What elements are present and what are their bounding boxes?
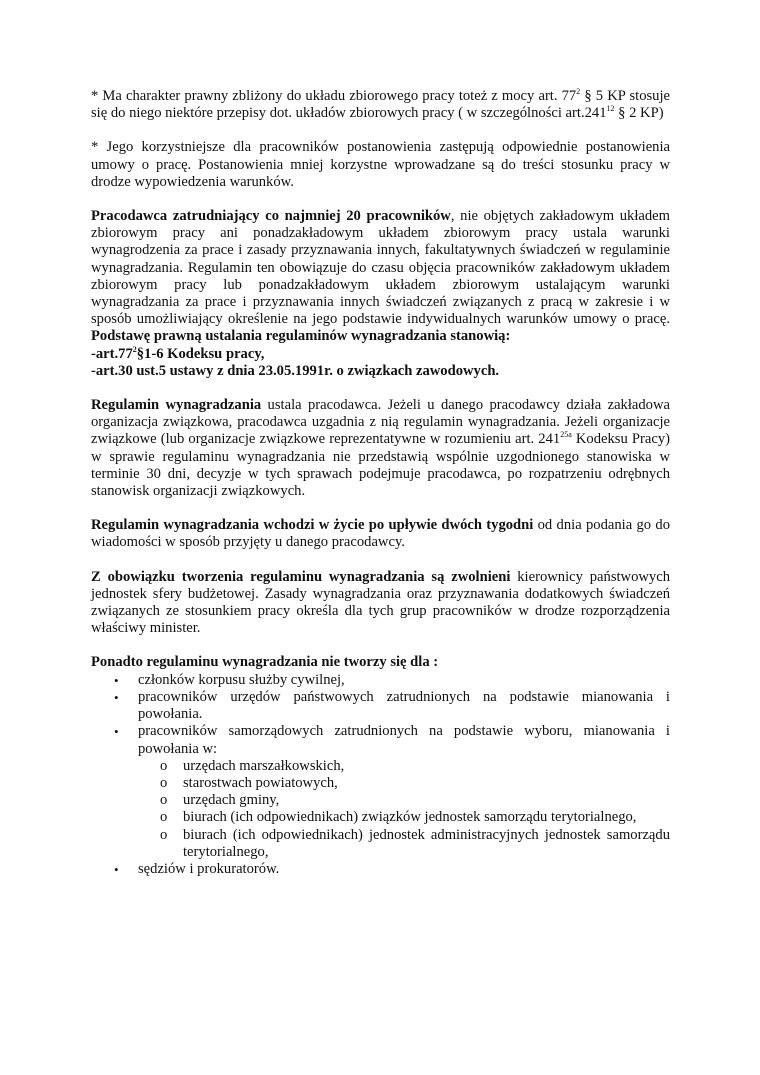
list-item-text: członków korpusu służby cywilnej,: [138, 671, 345, 688]
sub-list: [138, 758, 670, 861]
circle-bullet-icon: o: [160, 792, 168, 809]
circle-bullet-icon: o: [160, 809, 168, 826]
paragraph-employer-obligation: [91, 208, 670, 346]
spacer: [91, 191, 670, 208]
sub-list-item-text: biurach (ich odpowiednikach) związków jednostek samorządu terytorialnego,: [183, 809, 637, 826]
sub-list-item-text: biurach (ich odpowiednikach) jednostek administracyjnych jednostek samorządu terytorialnego,: [183, 826, 670, 860]
spacer: [91, 500, 670, 517]
bullet-icon: •: [114, 672, 119, 688]
entry-text: od dnia podania go do wiadomości w sposób przyjęty u danego pracodawcy.: [91, 517, 670, 551]
list-item-text: sędziów i prokuratorów.: [138, 860, 280, 877]
sub-list-item-text: urzędach gminy,: [183, 792, 280, 809]
para1-sup-b: 12: [606, 104, 615, 114]
list-heading: [91, 654, 670, 671]
legal1-sup: 2: [132, 344, 137, 354]
legal-basis-heading: Podstawę prawną ustalania regulaminów wynagradzania stanowią:: [91, 328, 511, 345]
exemptions-bold-lead: Z obowiązku tworzenia regulaminu wynagradzania są zwolnieni: [91, 568, 511, 585]
sub-list-item: [138, 758, 670, 775]
spacer: [91, 637, 670, 654]
bullet-icon: •: [114, 724, 119, 740]
paragraph-exemptions: [91, 569, 670, 638]
sub-list-item-text: urzędach marszałkowskich,: [183, 757, 345, 774]
list-item: [91, 861, 670, 878]
paragraph-regulation-setting: [91, 397, 670, 500]
regulation-bold-lead: Regulamin wynagradzania: [91, 397, 262, 414]
legal2-text: -art.30 ust.5 ustawy z dnia 23.05.1991r. o związkach zawodowych.: [91, 362, 500, 379]
entry-bold-lead: Regulamin wynagradzania wchodzi w życie po upływie dwóch tygodni: [91, 517, 534, 534]
spacer: [91, 380, 670, 397]
bullet-icon: •: [114, 861, 119, 877]
circle-bullet-icon: o: [160, 826, 168, 843]
legal1-text-a: -art.77: [91, 345, 133, 362]
regulation-text-b: Kodeksu Pracy) w sprawie regulaminu wynagradzania nie przedstawią wspólnie uzgodnionego stanowiska w terminie 30 dni, decyzje w tych sprawach podejmuje pracodawca, po rozpatrzeniu odrębnych stanowisk organizacji związkowych.: [91, 431, 670, 500]
regulation-sup: 25a: [560, 430, 572, 440]
spacer: [91, 552, 670, 569]
legal-basis-item-2: [91, 363, 670, 380]
employer-bold-lead: Pracodawca zatrudniający co najmniej 20 pracowników: [91, 208, 451, 225]
paragraph-legal-character: [91, 88, 670, 122]
sub-list-item: [138, 775, 670, 792]
bullet-icon: •: [114, 689, 119, 705]
legal-basis-item-1: [91, 346, 670, 363]
legal1-text-b: §1-6 Kodeksu pracy,: [136, 345, 265, 362]
list-heading-text: Ponadto regulaminu wynagradzania nie tworzy się dla :: [91, 654, 439, 671]
exemption-list: [91, 672, 670, 878]
para1-text-a: * Ma charakter prawny zbliżony do układu zbiorowego pracy toteż z mocy art. 77: [91, 88, 577, 104]
sub-list-item: [138, 827, 670, 861]
list-item: [91, 723, 670, 861]
sub-list-item: [138, 809, 670, 826]
para1-text-b: § 5 KP stosuje się do niego niektóre przepisy dot. układów zbiorowych pracy ( w szczególności art.241: [91, 88, 670, 122]
paragraph-favorable-provisions: * Jego korzystniejsze dla pracowników postanowienia zastępują odpowiednie postanowienia umowy o pracę. Postanowienia mniej korzystne wprowadzane są do treści stosunku pracy w drodze wypowiedzenia warunków.: [91, 139, 670, 190]
para1-sup-a: 2: [576, 87, 581, 96]
para1-text-c: § 2 KP): [614, 105, 664, 122]
list-item-text: pracowników samorządowych zatrudnionych na podstawie wyboru, mianowania i powołania w:: [138, 723, 670, 757]
spacer: [91, 122, 670, 139]
sub-list-item: [138, 792, 670, 809]
exemptions-text: kierownicy państwowych jednostek sfery budżetowej. Zasady wynagradzania oraz przyznawania dodatkowych świadczeń związanych ze stosunkiem pracy określa dla tych grup pracowników w drodze rozporządzenia właściwy minister.: [91, 568, 670, 637]
paragraph-entry-into-force: [91, 517, 670, 551]
regulation-text-a: ustala pracodawca. Jeżeli u danego pracodawcy działa zakładowa organizacja związkowa, pracodawca uzgadnia z nią regulamin wynagradzania. Jeżeli organizacje związkowe (lub organizacje związkowe reprezentatywne w rozumieniu art. 241: [91, 397, 670, 448]
list-item: [91, 672, 670, 689]
employer-text: , nie objętych zakładowym układem zbiorowym pracy ani ponadzakładowym układem zbiorowym pracy ustala warunki wynagrodzenia za prace i zasady przyznawania innych, fakultatywnych świadczeń w regulaminie wynagradzania. Regulamin ten obowiązuje do czasu objęcia pracowników zakładowym układem zbiorowym pracy lub ponadzakładowym układem zbiorowym ustalającym warunki wynagradzania za prace i przyznawania innych świadczeń związanych z pracą w zakresie i w sposób umożliwiający określenie na jego podstawie indywidualnych warunków umowy o pracę.: [91, 208, 671, 328]
circle-bullet-icon: o: [160, 774, 168, 791]
list-item-text: pracowników urzędów państwowych zatrudnionych na podstawie mianowania i powołania.: [138, 688, 670, 723]
list-item: [91, 689, 670, 723]
sub-list-item-text: starostwach powiatowych,: [183, 774, 338, 791]
circle-bullet-icon: o: [160, 757, 168, 774]
